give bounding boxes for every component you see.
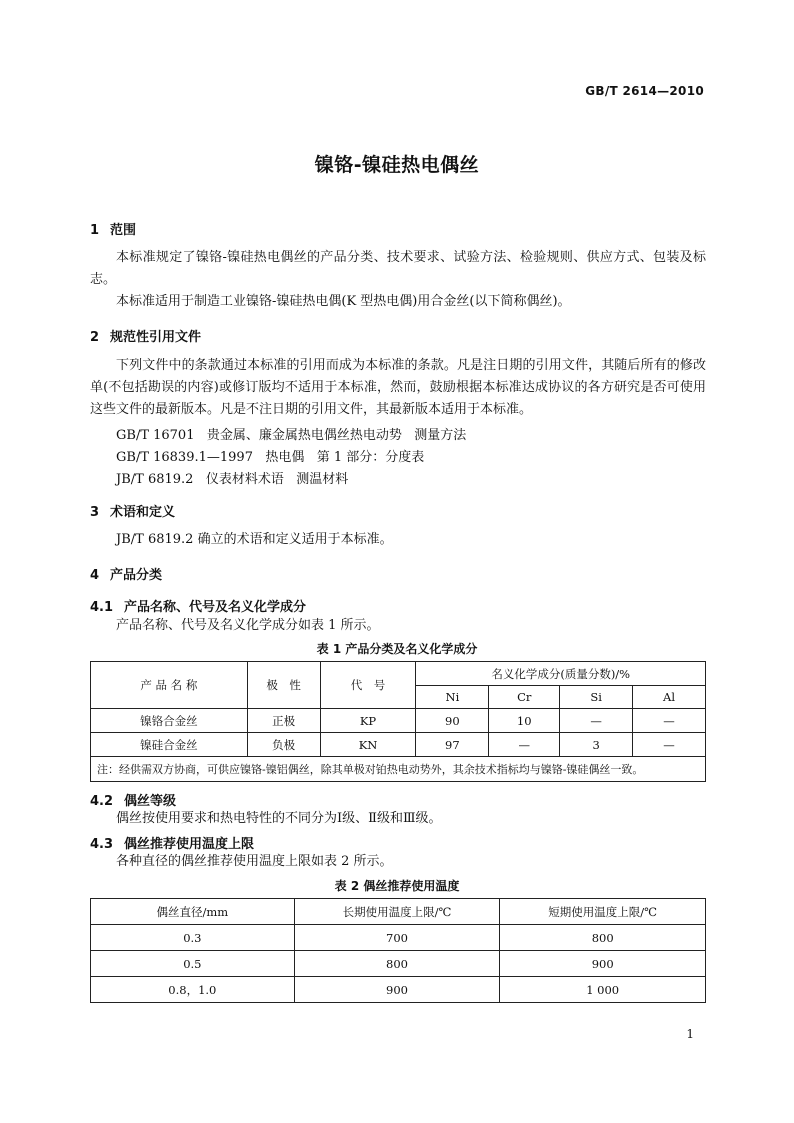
section-1-paragraph-1: 本标准规定了镍铬-镍硅热电偶丝的产品分类、技术要求、试验方法、检验规则、供应方式、包装及标志。 <box>90 250 706 287</box>
header-element: Si <box>560 686 633 709</box>
section-4-2-paragraph: 偶丝按使用要求和热电特性的不同分为Ⅰ级、Ⅱ级和Ⅲ级。 <box>116 811 442 826</box>
cell-si: 3 <box>560 733 633 757</box>
section-2-heading <box>90 326 201 345</box>
header-long-term-limit: 长期使用温度上限/℃ <box>294 899 500 925</box>
cell-diameter: 0.3 <box>91 925 295 951</box>
header-short-term-limit: 短期使用温度上限/℃ <box>500 899 706 925</box>
section-number: 4 <box>90 568 100 583</box>
section-number: 1 <box>90 223 100 238</box>
table-1-note: 注：经供需双方协商，可供应镍铬-镍铝偶丝，除其单极对铂热电动势外，其余技术指标均与镍铬-镍硅偶丝一致。 <box>91 757 706 782</box>
section-title: 范围 <box>110 223 137 238</box>
section-1-paragraph-2: 本标准适用于制造工业镍铬-镍硅热电偶(K 型热电偶)用合金丝(以下简称偶丝)。 <box>116 294 571 309</box>
cell-si: — <box>560 709 633 733</box>
section-number: 4.3 <box>90 837 114 852</box>
section-number: 4.1 <box>90 600 114 615</box>
document-title: 镍铬-镍硅热电偶丝 <box>314 154 480 176</box>
cell-long-term: 800 <box>294 951 500 977</box>
cell-ni: 90 <box>416 709 489 733</box>
table-row <box>91 709 706 733</box>
reference-item: GB/T 16701 贵金属、廉金属热电偶丝热电动势 测量方法 <box>116 428 467 443</box>
header-polarity: 极 性 <box>247 662 320 709</box>
cell-ni: 97 <box>416 733 489 757</box>
cell-diameter: 0.8，1.0 <box>91 977 295 1003</box>
header-code: 代 号 <box>320 662 416 709</box>
section-4-1-paragraph: 产品名称、代号及名义化学成分如表 1 所示。 <box>116 618 380 633</box>
header-composition: 名义化学成分(质量分数)/% <box>416 662 706 686</box>
cell-cr: 10 <box>489 709 560 733</box>
table-row <box>91 733 706 757</box>
cell-long-term: 700 <box>294 925 500 951</box>
section-4-3-paragraph: 各种直径的偶丝推荐使用温度上限如表 2 所示。 <box>116 854 393 869</box>
section-2-paragraph: 下列文件中的条款通过本标准的引用而成为本标准的条款。凡是注日期的引用文件，其随后所有的修改单(不包括勘误的内容)或修订版均不适用于本标准，然而，鼓励根据本标准达成协议的各方研究是否可使用这些文件的最新版本。凡是不注日期的引用文件，其最新版本适用于本标准。 <box>90 358 706 417</box>
cell-polarity: 负极 <box>247 733 320 757</box>
cell-name: 镍硅合金丝 <box>91 733 248 757</box>
cell-code: KN <box>320 733 416 757</box>
section-3-paragraph: JB/T 6819.2 确立的术语和定义适用于本标准。 <box>116 532 393 547</box>
cell-diameter: 0.5 <box>91 951 295 977</box>
cell-name: 镍铬合金丝 <box>91 709 248 733</box>
section-4-3-heading <box>90 833 254 852</box>
section-4-heading <box>90 564 162 583</box>
reference-item: JB/T 6819.2 仪表材料术语 测温材料 <box>116 472 349 487</box>
table-row <box>91 925 706 951</box>
section-title: 偶丝等级 <box>124 794 177 809</box>
header-element: Al <box>633 686 706 709</box>
header-element: Ni <box>416 686 489 709</box>
header-product-name: 产 品 名 称 <box>91 662 248 709</box>
section-title: 规范性引用文件 <box>110 330 202 345</box>
section-number: 3 <box>90 505 100 520</box>
cell-al: — <box>633 733 706 757</box>
table-row <box>91 977 706 1003</box>
section-4-1-heading <box>90 596 306 615</box>
cell-short-term: 900 <box>500 951 706 977</box>
cell-short-term: 1 000 <box>500 977 706 1003</box>
section-4-2-heading <box>90 790 176 809</box>
section-1-heading <box>90 219 136 238</box>
cell-long-term: 900 <box>294 977 500 1003</box>
cell-al: — <box>633 709 706 733</box>
page-number: 1 <box>686 1027 694 1041</box>
cell-polarity: 正极 <box>247 709 320 733</box>
header-element: Cr <box>489 686 560 709</box>
table-row <box>91 951 706 977</box>
table-2 <box>90 898 706 1003</box>
section-title: 偶丝推荐使用温度上限 <box>124 837 255 852</box>
section-title: 术语和定义 <box>110 505 176 520</box>
header-diameter: 偶丝直径/mm <box>91 899 295 925</box>
cell-code: KP <box>320 709 416 733</box>
cell-cr: — <box>489 733 560 757</box>
section-title: 产品分类 <box>110 568 163 583</box>
table-2-caption: 表 2 偶丝推荐使用温度 <box>334 879 460 893</box>
section-number: 4.2 <box>90 794 114 809</box>
cell-short-term: 800 <box>500 925 706 951</box>
section-3-heading <box>90 501 175 520</box>
table-1-caption: 表 1 产品分类及名义化学成分 <box>316 642 478 656</box>
standard-code: GB/T 2614—2010 <box>585 84 704 98</box>
section-number: 2 <box>90 330 100 345</box>
section-title: 产品名称、代号及名义化学成分 <box>124 600 307 615</box>
table-1 <box>90 661 706 782</box>
reference-item: GB/T 16839.1—1997 热电偶 第 1 部分：分度表 <box>116 450 425 465</box>
